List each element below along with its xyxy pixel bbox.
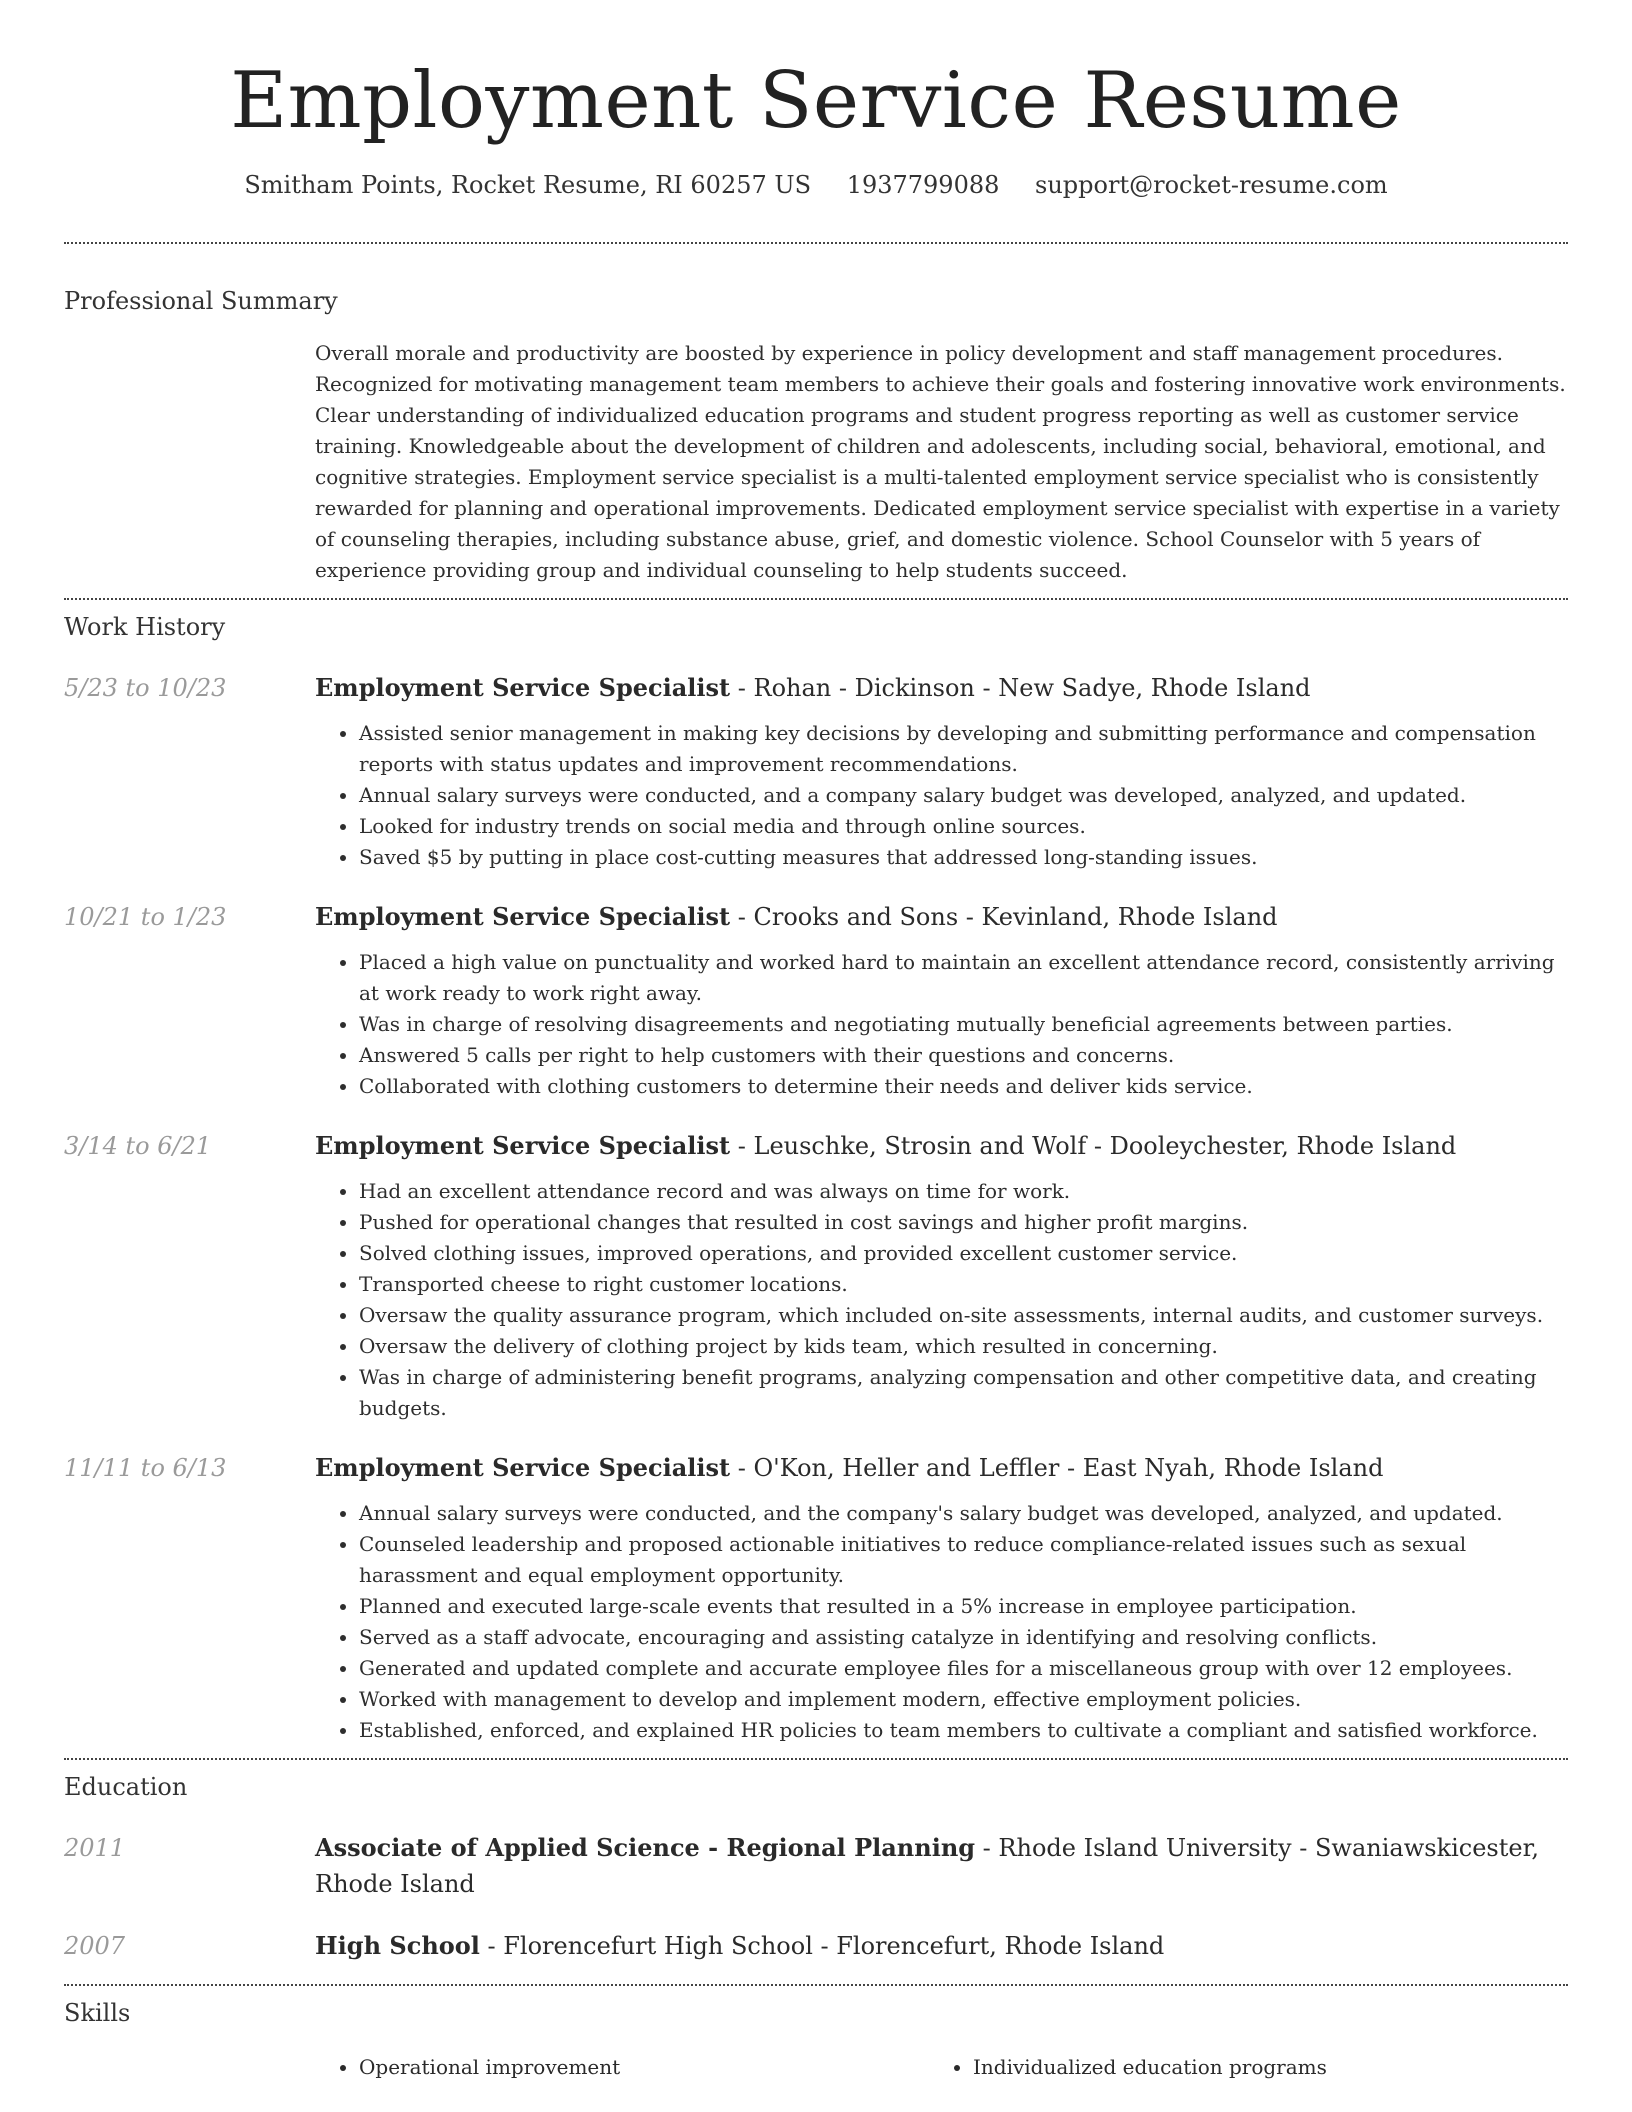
contact-phone: 1937799088 (846, 171, 1000, 199)
list-item: • Was in charge of resolving disagreements and negotiating mutually beneficial agreements between parties. (359, 1009, 1568, 1040)
list-item: • Looked for industry trends on social media and through online sources. (359, 811, 1568, 842)
list-item: • Worked with management to develop and implement modern, effective employment policies. (359, 1684, 1568, 1715)
job-role: Employment Service Specialist (315, 902, 731, 931)
job-role: Employment Service Specialist (315, 673, 731, 702)
list-item: • Counseled leadership and proposed actionable initiatives to reduce compliance-related issues such as sexual harassment and equal employment opportunity. (359, 1529, 1568, 1591)
job-entry (64, 1128, 1568, 1424)
job-role: Employment Service Specialist (315, 1131, 731, 1160)
contact-email: support@rocket-resume.com (1035, 171, 1388, 199)
job-title (315, 899, 1568, 935)
job-employer: - Leuschke, Strosin and Wolf - Dooleychester, Rhode Island (730, 1132, 1457, 1160)
list-item: • Answered 5 calls per right to help customers with their questions and concerns. (359, 1040, 1568, 1071)
job-employer: - Crooks and Sons - Kevinland, Rhode Island (730, 903, 1278, 931)
job-dates: 3/14 to 6/21 (64, 1132, 212, 1160)
job-entry (64, 899, 1568, 1102)
education-list (64, 1830, 1568, 1964)
education-school: - Rhode Island University - Swaniawskicester, Rhode Island (315, 1834, 1540, 1898)
job-content (315, 1450, 1568, 1746)
job-dates: 11/11 to 6/13 (64, 1454, 227, 1482)
list-item: • Had an excellent attendance record and was always on time for work. (359, 1176, 1568, 1207)
list-item: • Transported cheese to right customer locations. (359, 1269, 1568, 1300)
job-bullets (315, 947, 1568, 1102)
list-item: • Established, enforced, and explained HR policies to team members to cultivate a compliant and satisfied workforce. (359, 1715, 1568, 1746)
skill-item: • Operational improvement (359, 2052, 929, 2083)
job-dates: 5/23 to 10/23 (64, 674, 227, 702)
section-heading-skills: Skills (64, 1999, 131, 2027)
education-title (315, 1928, 1568, 1964)
list-item: • Annual salary surveys were conducted, and the company's salary budget was developed, analyzed, and updated. (359, 1498, 1568, 1529)
list-item: • Was in charge of administering benefit programs, analyzing compensation and other competitive data, and creating budgets. (359, 1362, 1568, 1424)
section-heading-summary: Professional Summary (64, 287, 338, 315)
job-title (315, 1450, 1568, 1486)
list-item: • Served as a staff advocate, encouraging and assisting catalyze in identifying and resolving conflicts. (359, 1622, 1568, 1653)
list-item: • Solved clothing issues, improved operations, and provided excellent customer service. (359, 1238, 1568, 1269)
education-year: 2011 (64, 1834, 126, 1862)
education-degree: High School (315, 1931, 480, 1960)
job-title (315, 670, 1568, 706)
skills-list (315, 2052, 1568, 2083)
job-role: Employment Service Specialist (315, 1453, 731, 1482)
skills-column-right (929, 2052, 1543, 2083)
work-history-list (64, 670, 1568, 1746)
education-degree: Associate of Applied Science - Regional Planning (315, 1833, 976, 1862)
job-content (315, 899, 1568, 1102)
job-bullets (315, 1498, 1568, 1746)
job-entry (64, 1450, 1568, 1746)
education-school: - Florencefurt High School - Florencefurt, Rhode Island (479, 1932, 1165, 1960)
summary-text: Overall morale and productivity are boosted by experience in policy development and staff management procedures. Recognized for motivating management team members to achieve their goals and fostering innovative work environments. Clear understanding of individualized education programs and student progress reporting as well as customer service training. Knowledgeable about the development of children and adolescents, including social, behavioral, emotional, and cognitive strategies. Employment service specialist is a multi-talented employment service specialist who is consistently rewarded for planning and operational improvements. Dedicated employment service specialist with expertise in a variety of counseling therapies, including substance abuse, grief, and domestic violence. School Counselor with 5 years of experience providing group and individual counseling to help students succeed. (315, 341, 1566, 582)
education-title (315, 1830, 1568, 1902)
list-item: • Annual salary surveys were conducted, and a company salary budget was developed, analyzed, and updated. (359, 780, 1568, 811)
education-entry (64, 1830, 1568, 1902)
job-content (315, 670, 1568, 873)
job-content (315, 1128, 1568, 1424)
list-item: • Generated and updated complete and accurate employee files for a miscellaneous group with over 12 employees. (359, 1653, 1568, 1684)
section-heading-work: Work History (64, 613, 226, 641)
resume-page (64, 0, 1568, 2083)
contact-line (64, 170, 1568, 200)
contact-address: Smitham Points, Rocket Resume, RI 60257 US (244, 171, 812, 199)
job-bullets (315, 718, 1568, 873)
section-heading-education: Education (64, 1773, 188, 1801)
job-employer: - O'Kon, Heller and Leffler - East Nyah, Rhode Island (730, 1454, 1384, 1482)
job-title (315, 1128, 1568, 1164)
job-bullets (315, 1176, 1568, 1424)
list-item: • Saved $5 by putting in place cost-cutting measures that addressed long-standing issues. (359, 842, 1568, 873)
list-item: • Placed a high value on punctuality and worked hard to maintain an excellent attendance record, consistently arriving at work ready to work right away. (359, 947, 1568, 1009)
list-item: • Planned and executed large-scale events that resulted in a 5% increase in employee participation. (359, 1591, 1568, 1622)
education-entry (64, 1928, 1568, 1964)
job-dates: 10/21 to 1/23 (64, 903, 227, 931)
job-employer: - Rohan - Dickinson - New Sadye, Rhode Island (730, 674, 1311, 702)
list-item: • Oversaw the quality assurance program, which included on-site assessments, internal audits, and customer surveys. (359, 1300, 1568, 1331)
list-item: • Oversaw the delivery of clothing project by kids team, which resulted in concerning. (359, 1331, 1568, 1362)
skill-item: • Individualized education programs (973, 2052, 1543, 2083)
divider (64, 598, 1568, 600)
divider (64, 242, 1568, 244)
job-entry (64, 670, 1568, 873)
list-item: • Pushed for operational changes that resulted in cost savings and higher profit margins. (359, 1207, 1568, 1238)
divider (64, 1758, 1568, 1760)
list-item: • Collaborated with clothing customers to determine their needs and deliver kids service. (359, 1071, 1568, 1102)
skills-column-left (315, 2052, 929, 2083)
resume-title: Employment Service Resume (230, 56, 1402, 146)
list-item: • Assisted senior management in making key decisions by developing and submitting performance and compensation reports with status updates and improvement recommendations. (359, 718, 1568, 780)
divider (64, 1984, 1568, 1986)
education-year: 2007 (64, 1932, 126, 1960)
